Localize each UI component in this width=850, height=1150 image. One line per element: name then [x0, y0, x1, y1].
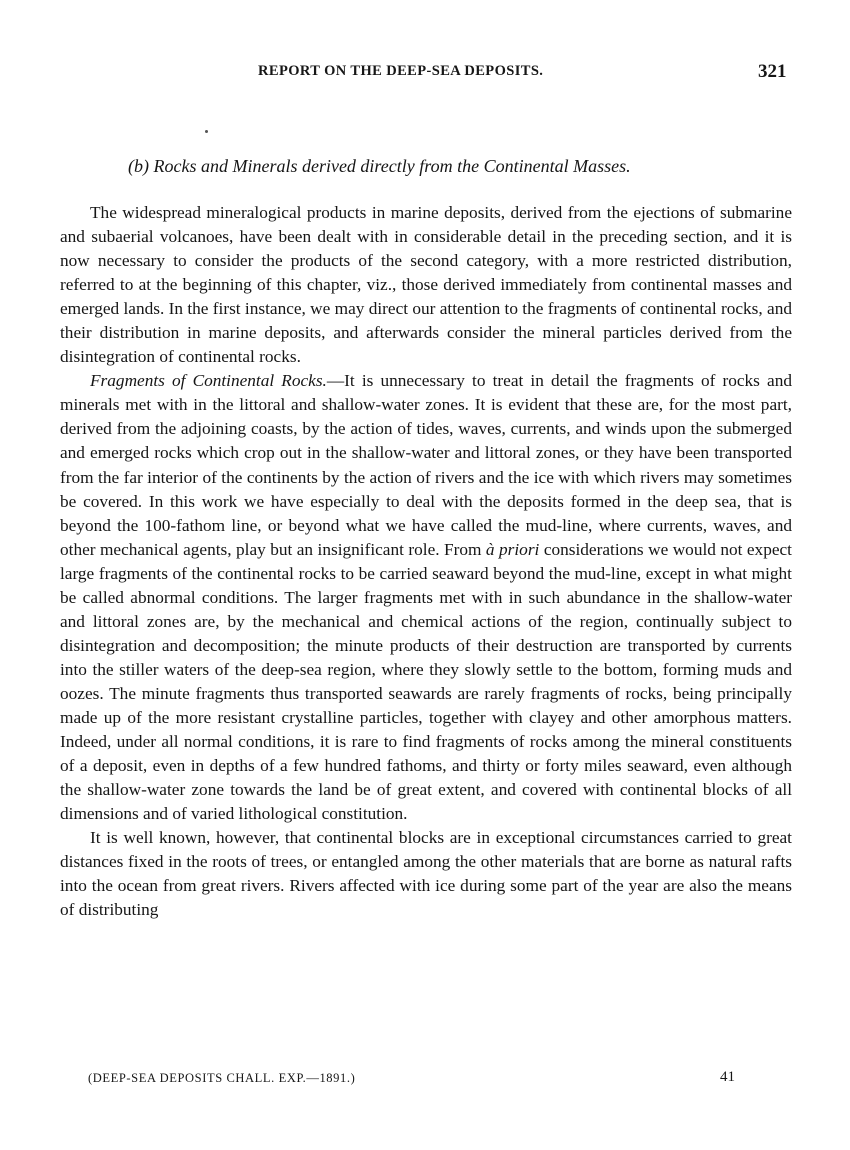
body-text	[60, 201, 792, 922]
paragraph-2	[60, 369, 792, 826]
footer-signature-number: 41	[720, 1069, 735, 1085]
footer-signature: (DEEP-SEA DEPOSITS CHALL. EXP.—1891.)	[88, 1071, 356, 1085]
running-title: REPORT ON THE DEEP-SEA DEPOSITS.	[258, 63, 544, 79]
paragraph-2-lead: Fragments of Continental Rocks.	[90, 371, 327, 391]
paragraph-2-italic: à priori	[485, 539, 540, 559]
print-speck	[205, 130, 208, 133]
section-heading: (b) Rocks and Minerals derived directly from the Continental Masses.	[128, 156, 631, 176]
paragraph-1: The widespread mineralogical products in marine deposits, derived from the ejections of submarine and subaerial volcanoes, have been dealt with in considerable detail in the preceding section, and it is now necessary to consider the products of the second category, with a more restricted distribution, referred to at the beginning of this chapter, viz., those derived immediately from continental masses and emerged lands. In the first instance, we may direct our attention to the fragments of continental rocks, and their distribution in marine deposits, and afterwards consider the mineral particles derived from the disintegration of continental rocks.	[60, 203, 792, 367]
paragraph-2-text-b: considerations we would not expect large fragments of the continental rocks to be carried seaward beyond the mud-line, except in what might be called abnormal conditions. The larger fragments met with in such abundance in the shallow-water and littoral zones are, by the mechanical and chemical actions of the region, continually subject to disintegration and decomposition; the minute products of their destruction are transported by currents into the stiller waters of the deep-sea region, where they slowly settle to the bottom, forming muds and oozes. The minute fragments thus transported seawards are rarely fragments of rocks, being principally made up of the more resistant crystalline particles, together with clayey and other amorphous matters. Indeed, under all normal conditions, it is rare to find fragments of rocks among the mineral constituents of a deposit, even in depths of a few hundred fathoms, and thirty or forty miles seaward, even although the shallow-water zone towards the land be of great extent, and covered with continental blocks of all dimensions and of varied lithological constitution.	[60, 539, 792, 824]
paragraph-3: It is well known, however, that continental blocks are in exceptional circumstances carried to great distances fixed in the roots of trees, or entangled among the other materials that are borne as natural rafts into the ocean from great rivers. Rivers affected with ice during some part of the year are also the means of distributing	[60, 828, 792, 920]
paragraph-2-text-a: —It is unnecessary to treat in detail the fragments of rocks and minerals met with in the littoral and shallow-water zones. It is evident that these are, for the most part, derived from the adjoining coasts, by the action of tides, waves, currents, and winds upon the submerged and emerged rocks which crop out in the shallow-water and littoral zones, or they have been transported from the far interior of the continents by the action of rivers and the ice with which rivers may sometimes be covered. In this work we have especially to deal with the deposits formed in the deep sea, that is beyond the 100-fathom line, or beyond what we have called the mud-line, where currents, waves, and other mechanical agents, play but an insignificant role. From	[60, 371, 792, 559]
page-number: 321	[758, 61, 787, 82]
